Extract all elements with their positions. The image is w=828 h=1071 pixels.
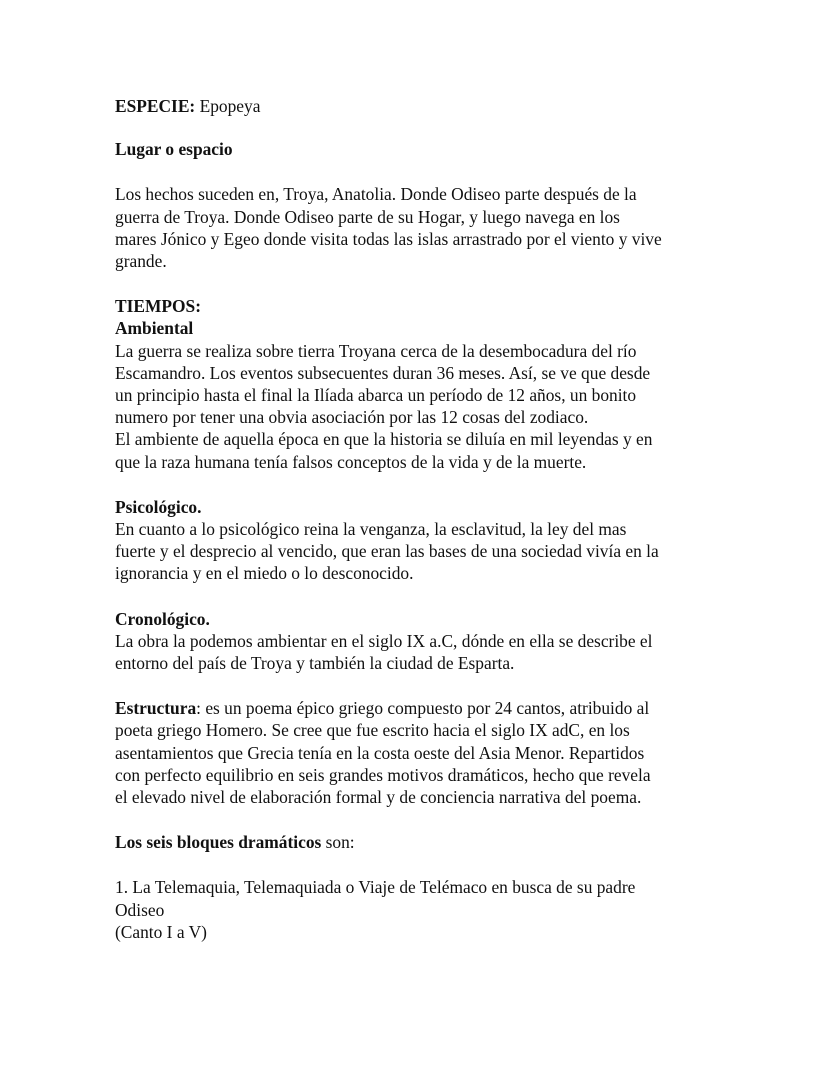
estructura-first-line: : es un poema épico griego compuesto por 24 cantos, atribuido al (196, 698, 650, 719)
bloques-label: Los seis bloques dramáticos (115, 832, 322, 853)
text-line: grande. (115, 251, 167, 272)
document-page (115, 95, 715, 943)
text-line: 1. La Telemaquia, Telemaquiada o Viaje de Telémaco en busca de su padre (115, 877, 636, 898)
text-line: Escamandro. Los eventos subsecuentes duran 36 meses. Así, se ve que desde (115, 362, 651, 383)
text-line: El ambiente de aquella época en que la historia se diluía en mil leyendas y en (115, 429, 653, 450)
text-line: La obra la podemos ambientar en el siglo IX a.C, dónde en ella se describe el (115, 630, 653, 651)
lugar-paragraph (115, 183, 715, 272)
estructura-label: Estructura (115, 698, 197, 719)
text-line: guerra de Troya. Donde Odiseo parte de su Hogar, y luego navega en los (115, 206, 620, 227)
cronologico-paragraph (115, 630, 715, 674)
text-line: ignorancia y en el miedo o lo desconocido. (115, 563, 414, 584)
ambiental-heading: Ambiental (115, 318, 194, 339)
bloque-item-1 (115, 876, 715, 943)
text-line: entorno del país de Troya y también la ciudad de Esparta. (115, 653, 515, 674)
text-line: numero por tener una obvia asociación por las 12 cosas del zodiaco. (115, 407, 589, 428)
especie-line (115, 95, 715, 117)
text-line: fuerte y el desprecio al vencido, que eran las bases de una sociedad vivía en la (115, 541, 659, 562)
text-line: mares Jónico y Egeo donde visita todas las islas arrastrado por el viento y vive (115, 228, 662, 249)
especie-label: ESPECIE: (115, 96, 196, 116)
bloques-line (115, 831, 715, 853)
text-line: asentamientos que Grecia tenía en la costa oeste del Asia Menor. Repartidos (115, 742, 645, 763)
text-line: Odiseo (115, 899, 165, 920)
lugar-heading: Lugar o espacio (115, 139, 233, 160)
bloques-label-rest: son: (321, 832, 355, 853)
text-line (115, 697, 715, 719)
tiempos-heading: TIEMPOS: (115, 296, 201, 317)
text-line: Los hechos suceden en, Troya, Anatolia. Donde Odiseo parte después de la (115, 184, 637, 205)
text-line: que la raza humana tenía falsos conceptos de la vida y de la muerte. (115, 451, 587, 472)
text-line: poeta griego Homero. Se cree que fue escrito hacia el siglo IX adC, en los (115, 720, 630, 741)
text-line: un principio hasta el final la Ilíada abarca un período de 12 años, un bonito (115, 385, 637, 406)
psicologico-paragraph (115, 518, 715, 585)
estructura-paragraph (115, 697, 715, 808)
text-line: En cuanto a lo psicológico reina la venganza, la esclavitud, la ley del mas (115, 519, 627, 540)
text-line: con perfecto equilibrio en seis grandes motivos dramáticos, hecho que revela (115, 764, 651, 785)
text-line: (Canto I a V) (115, 921, 207, 942)
text-line: La guerra se realiza sobre tierra Troyana cerca de la desembocadura del río (115, 340, 637, 361)
ambiental-paragraph (115, 340, 715, 473)
psicologico-heading: Psicológico. (115, 496, 202, 517)
text-line: el elevado nivel de elaboración formal y de conciencia narrativa del poema. (115, 787, 642, 808)
especie-value: Epopeya (199, 96, 261, 116)
cronologico-heading: Cronológico. (115, 608, 210, 629)
